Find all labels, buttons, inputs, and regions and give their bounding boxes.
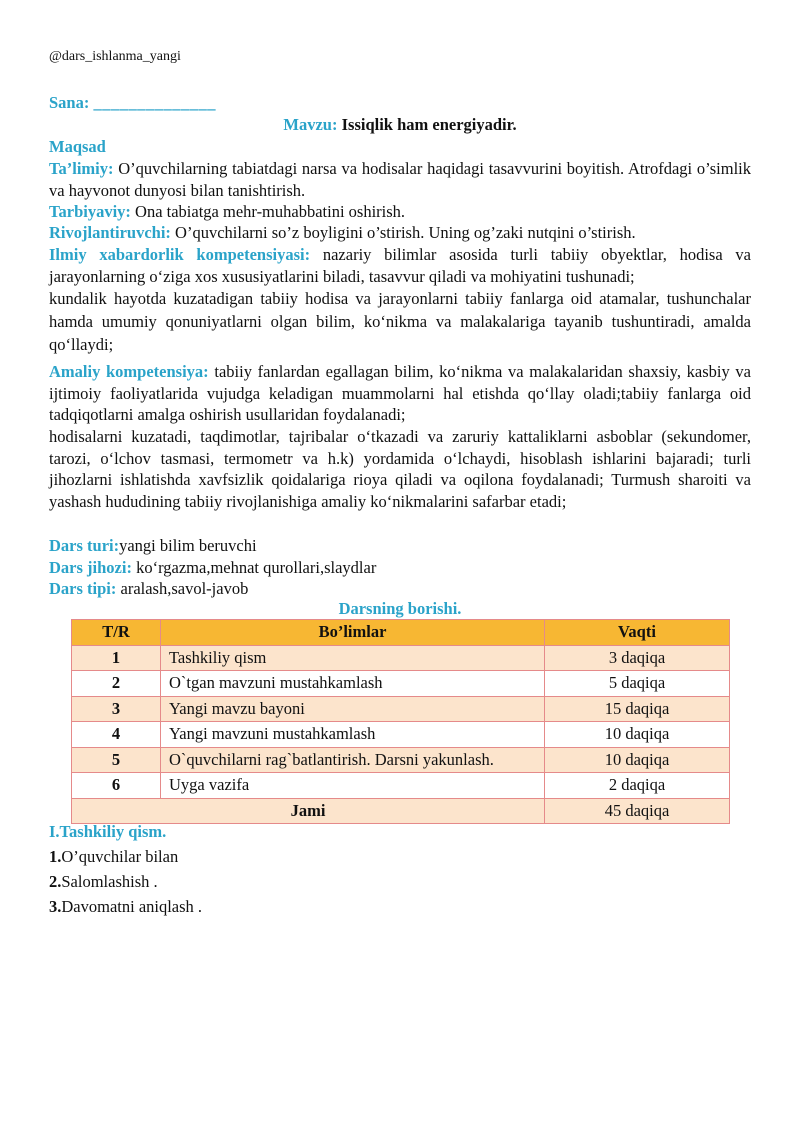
lesson-type-line xyxy=(49,535,751,557)
equipment-text: ko‘rgazma,mehnat qurollari,slaydlar xyxy=(131,558,377,577)
equipment-label: Dars jihozi: xyxy=(49,558,132,577)
total-time: 45 daqiqa xyxy=(545,798,730,824)
goal-upbringing-text: Ona tabiatga mehr-muhabbatini oshirish. xyxy=(130,202,406,221)
topic-line xyxy=(0,115,800,135)
date-blank: ______________ xyxy=(93,93,216,112)
goal-developmental-text: O’quvchilarni so’z boyligini o’stirish. Uning og’zaki nutqini o’stirish. xyxy=(170,223,636,242)
goal-developmental xyxy=(49,222,751,244)
competence-practical xyxy=(49,361,751,426)
goal-educational xyxy=(49,158,751,201)
competence-science xyxy=(49,244,751,287)
topic-label: Mavzu: xyxy=(283,115,338,134)
topic-title: Issiqlik ham energiyadir. xyxy=(341,115,517,134)
table-total-row xyxy=(72,798,730,824)
total-label: Jami xyxy=(72,798,545,824)
step-item: 1.O’quvchilar bilan xyxy=(49,847,179,866)
equipment-line xyxy=(49,557,751,579)
competence-practical-text2: hodisalarni kuzatadi, taqdimotlar, tajribalar o‘tkazadi va zaruriy kattaliklarni asboblar (sekundomer, tarozi, o‘lchov tasmasi, termometr va h.k) yordamida o‘lchaydi, hisoblash ishlarini bajaradi; turli jihozlarni ishlatishda xavfsizlik qoidalariga rioya qiladi va oqilona foydalanadi; Turmush sharoiti va yashash hududining tabiiy rivojlanishiga amaliy ko‘nikmalarini safarbar etadi; xyxy=(49,427,751,511)
lesson-type-text: yangi bilim beruvchi xyxy=(119,536,257,555)
header-time: Vaqti xyxy=(545,620,730,646)
table-row: 6 Uyga vazifa 2 daqiqa xyxy=(72,773,730,799)
plan-title: Darsning borishi. xyxy=(338,599,462,618)
lesson-plan-table xyxy=(71,619,730,824)
competence-science-cont xyxy=(49,287,751,356)
section1-title: I.Tashkiliy qism. xyxy=(49,822,167,841)
header-part: Bo’limlar xyxy=(161,620,545,646)
step-item: 3.Davomatni aniqlash . xyxy=(49,897,203,916)
goals-heading: Maqsad xyxy=(49,137,106,156)
table-row: 3 Yangi mavzu bayoni 15 daqiqa xyxy=(72,696,730,722)
header-num: T/R xyxy=(72,620,161,646)
lesson-kind-line xyxy=(49,578,751,600)
date-line xyxy=(49,92,751,114)
competence-science-text1: nazariy bilimlar asosida turli tabiiy obyektlar, hodisa va jarayonlarning o‘ziga xos xususiyatlarini biladi, tasavvur qiladi va mohiyatini tushunadi; xyxy=(49,245,751,286)
goal-upbringing-label: Tarbiyaviy: xyxy=(49,202,131,221)
goal-educational-label: Ta’limiy: xyxy=(49,159,114,178)
goal-developmental-label: Rivojlantiruvchi: xyxy=(49,223,171,242)
date-label: Sana: xyxy=(49,93,90,112)
competence-science-label: Ilmiy xabardorlik kompetensiyasi: xyxy=(49,245,311,264)
table-row: 5 O`quvchilarni rag`batlantirish. Darsni yakunlash. 10 daqiqa xyxy=(72,747,730,773)
channel-handle: @dars_ishlanma_yangi xyxy=(49,49,181,64)
lesson-kind-label: Dars tipi: xyxy=(49,579,117,598)
table-row: 2 O`tgan mavzuni mustahkamlash 5 daqiqa xyxy=(72,671,730,697)
table-row: 1 Tashkiliy qism 3 daqiqa xyxy=(72,645,730,671)
goal-educational-text: O’quvchilarning tabiatdagi narsa va hodisalar haqidagi tasavvurini boyitish. Atrofdagi o’simlik va hayvonot dunyosi bilan tanishtirish. xyxy=(49,159,751,200)
competence-practical-text1: tabiiy fanlardan egallagan bilim, ko‘nikma va malakalaridan shaxsiy, kasbiy va ijtimoiy faoliyatlarida vujudga keladigan muammolarni hal etishda qo‘llay oladi;tabiiy fanlarga oid tadqiqotlarni amalga oshirish usullaridan foydalanadi; xyxy=(49,362,752,424)
goal-upbringing xyxy=(49,201,751,223)
competence-science-text2: kundalik hayotda kuzatadigan tabiiy hodisa va jarayonlarni tabiiy fanlarga oid atamalar, tushunchalar hamda umumiy qonuniyatlarni olgan bilim, ko‘nikma va malakalariga tayanib tushuntiradi, amalda qo‘llaydi; xyxy=(49,289,751,354)
table-row: 4 Yangi mavzuni mustahkamlash 10 daqiqa xyxy=(72,722,730,748)
table-header-row xyxy=(72,620,730,646)
lesson-type-label: Dars turi: xyxy=(49,536,120,555)
step-item: 2.Salomlashish . xyxy=(49,872,158,891)
competence-practical-cont xyxy=(49,426,751,512)
competence-practical-label: Amaliy kompetensiya: xyxy=(49,362,209,381)
lesson-kind-text: aralash,savol-javob xyxy=(116,579,249,598)
